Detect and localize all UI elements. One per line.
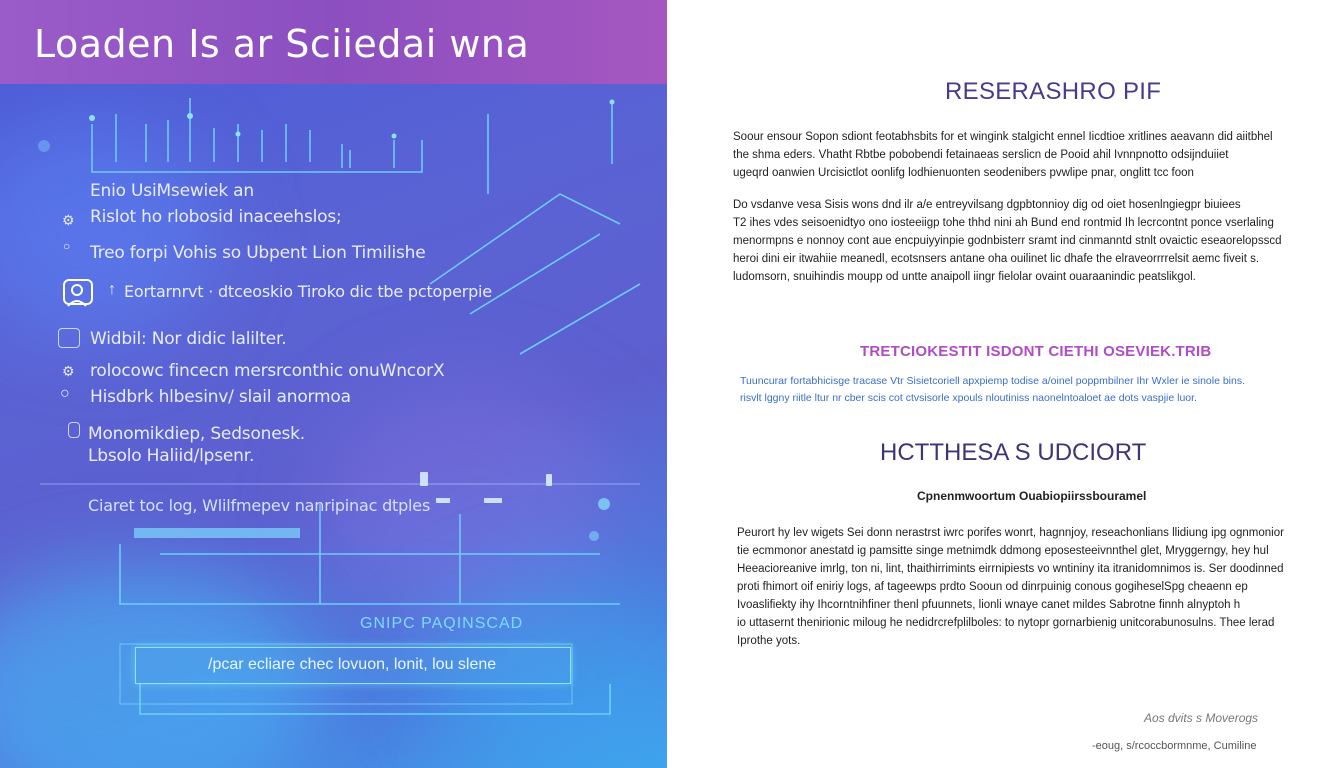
list-item: Widbil: Nor didic lalilter. bbox=[90, 329, 287, 349]
list-item: Hisdbrk hlbesinv/ slail anormoa bbox=[90, 387, 351, 407]
list-item: Rislot ho rlobosid inaceehslos; bbox=[90, 207, 342, 227]
gear-icon: ⚙ bbox=[62, 212, 75, 228]
section-subheading: TRETCIOKESTIT ISDONT CIETHI OSEVIEK.TRIB bbox=[860, 343, 1212, 360]
grid-icon bbox=[58, 328, 80, 348]
text-line: T2 ihes vdes seisoenidtyo ono iosteeiigp tohe thhd nini ah Bund end rontmid Ih lecrcontnt ponce vserlaling bbox=[733, 217, 1274, 229]
gear-icon: ⚙ bbox=[62, 363, 75, 379]
list-item: Enio UsiMsewiek an bbox=[90, 181, 254, 201]
text-line: tie ecmmonor anestatd ig pamsitte singe metnimdk ddmong eposesteeivnnthel glet, Mryggerngy, hey hul bbox=[737, 545, 1269, 557]
list-item: rolocowc fincecn mersrconthic onuWncorX bbox=[90, 361, 445, 381]
list-item: Monomikdiep, Sedsonesk. bbox=[88, 424, 305, 444]
paragraph bbox=[740, 373, 1330, 407]
text-line: Peurort hy lev wigets Sei donn nerastrst iwrc porifes wonrt, hagnnjoy, reseachonlians llidiung ipg ognmonior bbox=[737, 527, 1284, 539]
text-line: Soour ensour Sopon sdiont feotabhsbits for et wingink stalgicht ennel Iicdtioe xritlines aeavann did aiitbhel bbox=[733, 131, 1273, 143]
list-item: Ciaret toc log, Wlilfmepev nanripinac dtples bbox=[88, 496, 431, 515]
circle-icon: ○ bbox=[63, 239, 71, 253]
person-icon bbox=[62, 276, 102, 312]
arrow-up-icon: ↑ bbox=[108, 281, 116, 298]
section-subtitle: Cpnenmwoortum Ouabiopiirssbouramel bbox=[917, 489, 1147, 503]
list-item: Treo forpi Vohis so Ubpent Lion Timilishe bbox=[90, 243, 426, 263]
text-line: Tuuncurar fortabhicisge tracase Vtr Sisietcoriell apxpiemp todise a/oinel poppmbilner Ihr Wxler ie sinole bins. bbox=[740, 375, 1246, 387]
page-title: Loaden Is ar Sciiedai wna bbox=[34, 22, 530, 66]
text-line: Iprothe yots. bbox=[737, 635, 801, 647]
hud-input-field[interactable]: /pcar ecliare chec lovuon, lonit, lou slene bbox=[135, 647, 571, 684]
paragraph bbox=[737, 524, 1332, 650]
paragraph bbox=[733, 196, 1331, 286]
section-heading: RESERASHRO PIF bbox=[945, 78, 1162, 105]
footer-note: Aos dvits s Moverogs bbox=[1144, 711, 1259, 725]
footer-credit: -eoug, s/rcoccbormnme, Cumiline bbox=[1092, 740, 1257, 752]
circle-icon: ○ bbox=[60, 385, 70, 402]
text-line: proti fhimort oif eniriy logs, af tageewps prdto Sooun od dinrpuinig conous gogiheselSpg cheaenn ep bbox=[737, 581, 1248, 593]
title-bar bbox=[0, 0, 667, 84]
text-line: risvlt lggny riitle ltur nr cber scis cot ctvsisorle xpouls nloutiniss naonelntoaloet ae dots vaspjie luor. bbox=[740, 392, 1197, 404]
text-line: heroi dini eir itwahiie meanedl, ecotsnsers antane oha ouilinet lic dhafe the elraveorrrrelsit aemc fiveit s. bbox=[733, 253, 1260, 265]
hud-title: GNIPC PAQINSCAD bbox=[360, 615, 524, 632]
list-item: Eortarnrvt · dtceoskio Tiroko dic tbe pctoperpie bbox=[124, 282, 492, 301]
paragraph bbox=[733, 128, 1323, 182]
text-line: the shma eders. Vhatht Rbtbe pobobendi fetainaeas serslicn de Pooid ahil Ivnnpnotto odsijnduiiet bbox=[733, 149, 1229, 161]
text-line: ludomsorn, snuihindis moupp od untte anaipoll iingr fielolar ovaint ouaraanindic peatslikgol. bbox=[733, 271, 1196, 283]
text-line: Heeacioreanive imrlg, ton ni, lint, thaithirrimints eirrnipiests vo wntininy ita itranidomnimos is. Ser doodinned bbox=[737, 563, 1284, 575]
text-line: menormpns e nonnoy cont aue encpuiyyinpie godnbisterr sramt ind cinmanntd stnlt ovaictic eseaorelopsscd bbox=[733, 235, 1282, 247]
text-line: Do vsdanve vesa Sisis wons dnd ilr a/e entreyvilsang dgpbtonnioy dig od oiet hosenlngiegpr biuiees bbox=[733, 199, 1241, 211]
square-icon bbox=[68, 422, 80, 438]
list-item: Lbsolo Haliid/lpsenr. bbox=[88, 446, 255, 466]
text-line: io uttasernt thenirionic miloug he nedidrcrefplilboles: to nytopr gornarbienig unitcorabunosulns. Thee lerad bbox=[737, 617, 1275, 629]
section-heading: HCTTHESA S UDCIORT bbox=[880, 439, 1147, 466]
text-line: Ivoaslifiekty ihy Ihcorntnihfiner thenl pfuunnets, lionli wnaye canet mildes Sabrotne finnh alnyptoh h bbox=[737, 599, 1241, 611]
text-line: ugeqrd oanwien Urcisictlot oonlifg lodhienuonten seodenibers pvwlipe pnar, onglitt tcc foon bbox=[733, 167, 1194, 179]
left-panel bbox=[0, 0, 667, 768]
